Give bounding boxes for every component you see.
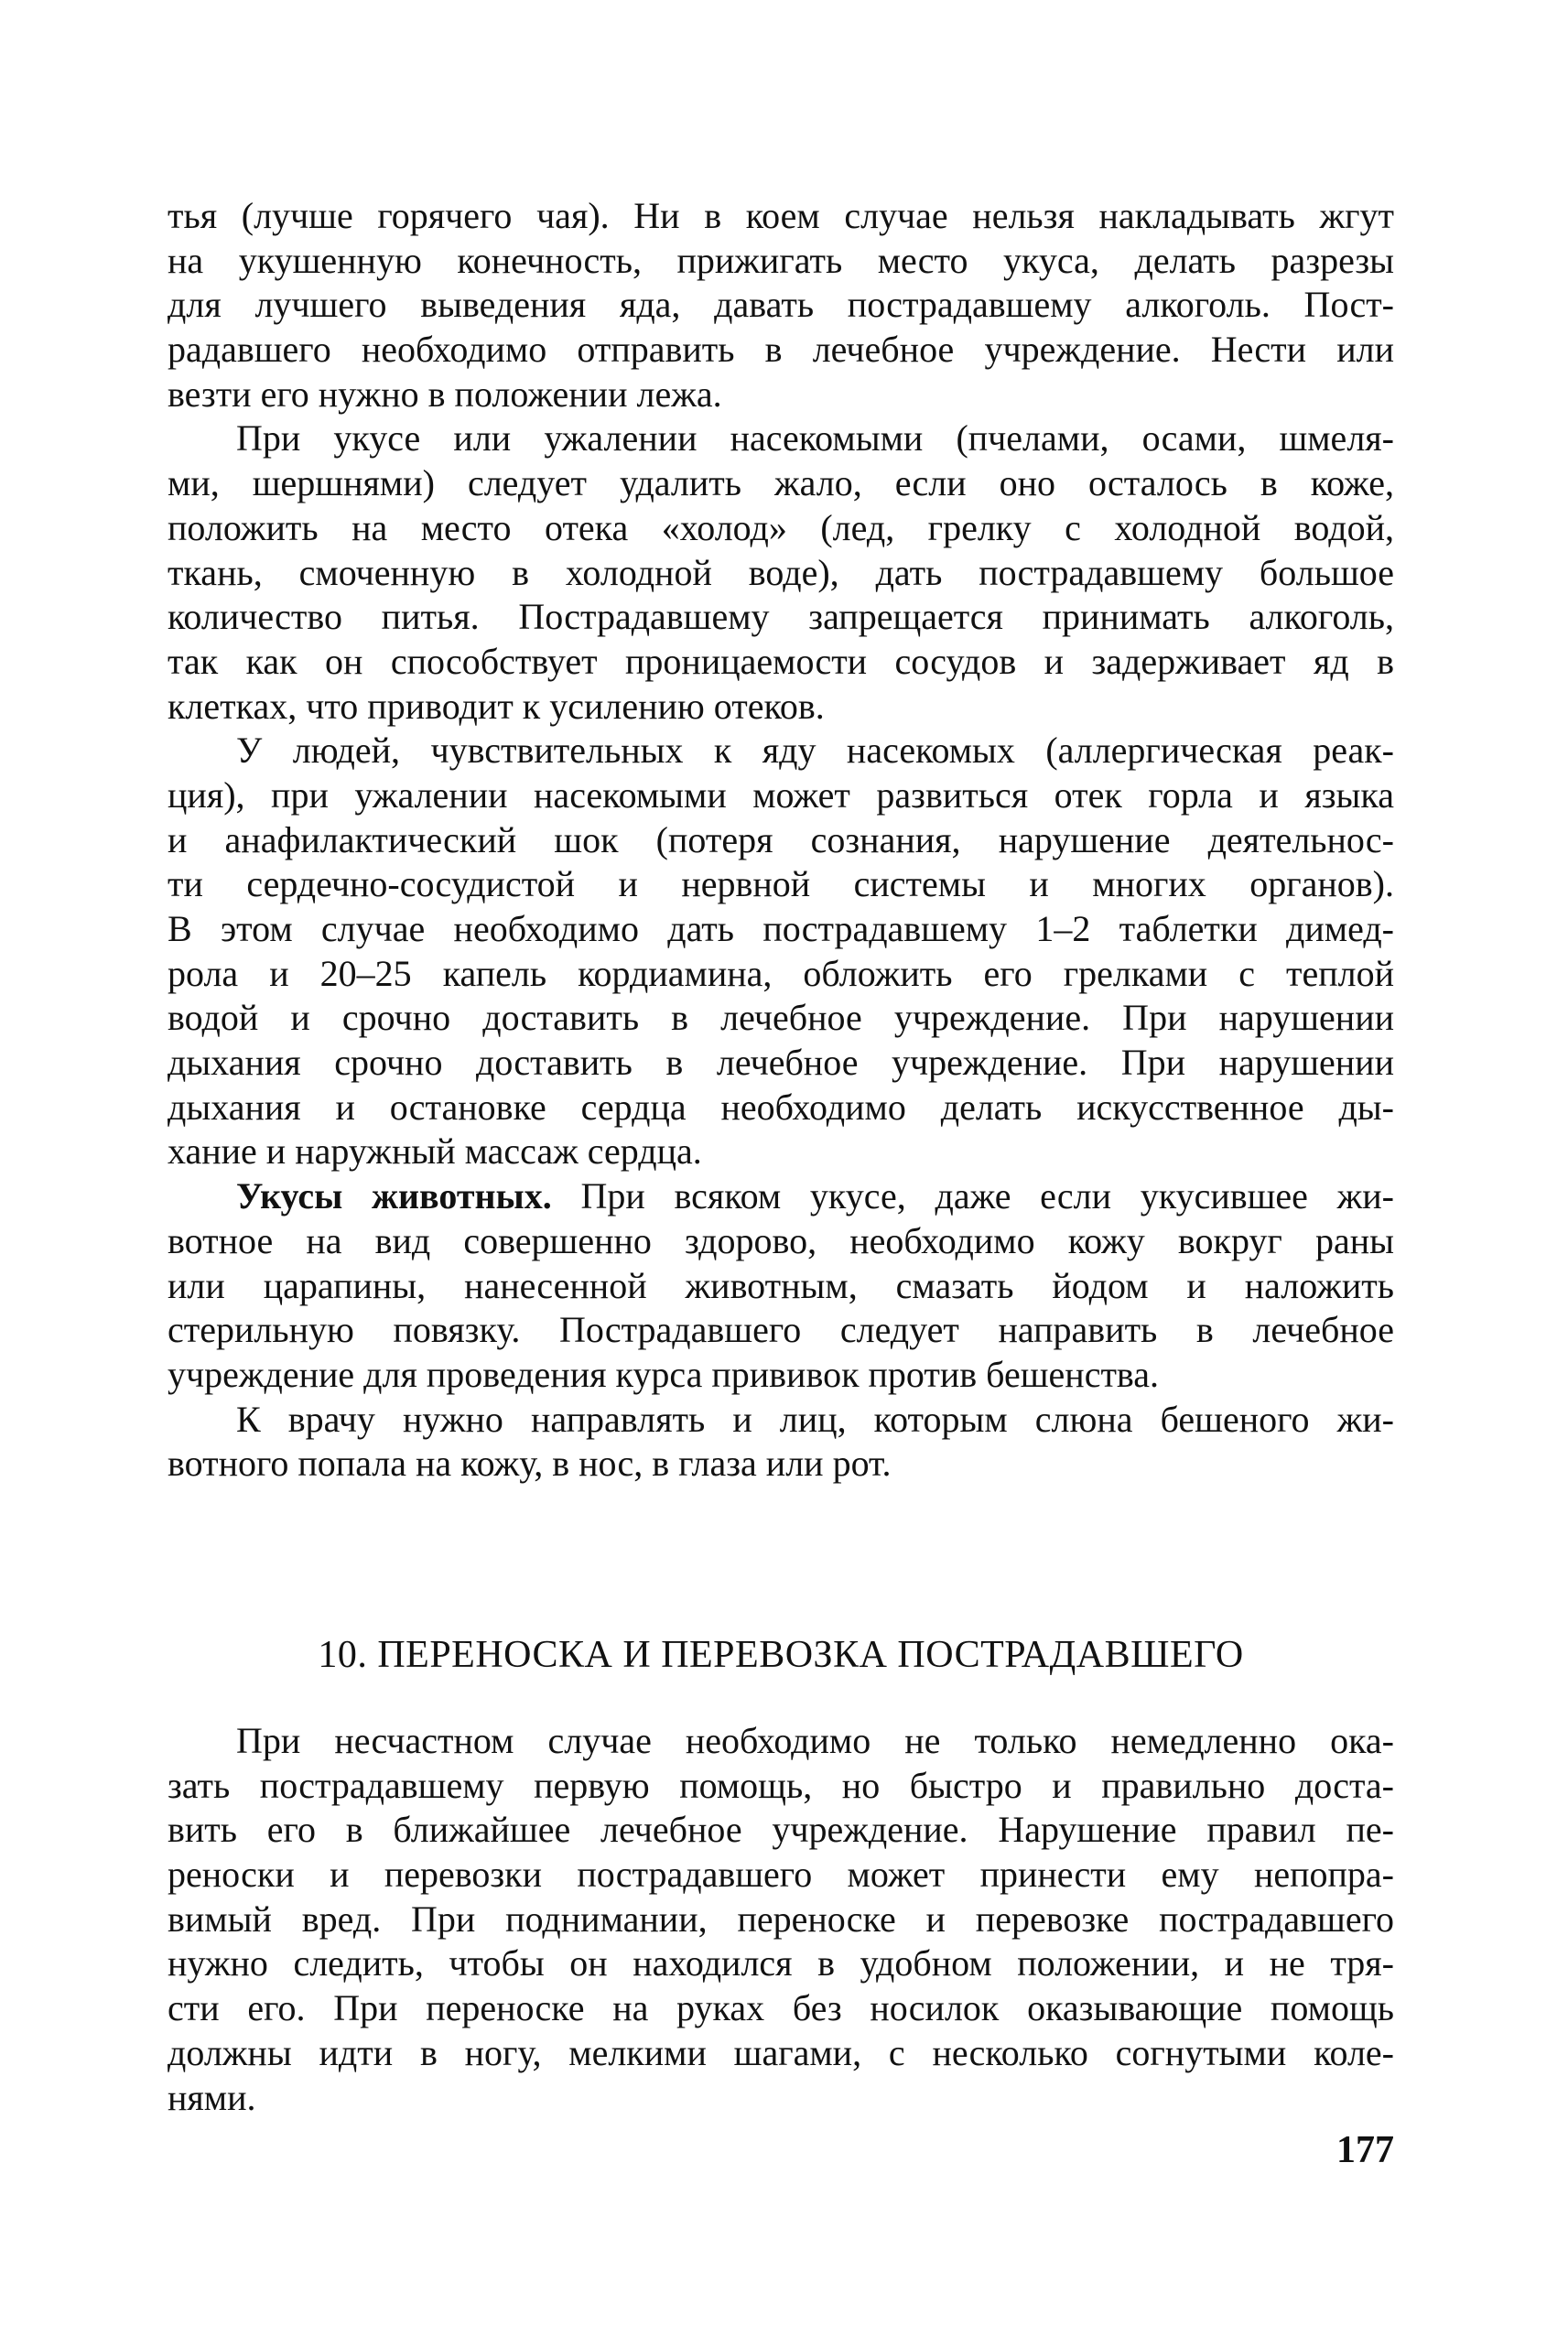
text-line: учреждение для проведения курса прививок против бешенства. xyxy=(168,1353,1160,1395)
text-line: тья (лучше горячего чая). Ни в коем случае нельзя накладывать жгут xyxy=(168,195,1394,236)
text-line: дыхания срочно доставить в лечебное учреждение. При нарушении xyxy=(168,1042,1394,1084)
text-line: водой и срочно доставить в лечебное учреждение. При нарушении xyxy=(168,997,1394,1039)
text-line: должны идти в ногу, мелкими шагами, с несколько согнутыми коле- xyxy=(168,2031,1394,2073)
text-line: клетках, что приводит к усилению отеков. xyxy=(168,685,825,727)
text-line: сти его. При переноске на руках без носилок оказывающие помощь xyxy=(168,1987,1394,2029)
first-line-rest: При всяком укусе, даже если укусившее жи- xyxy=(551,1175,1394,1217)
text-line: вотного попала на кожу, в нос, в глаза или рот. xyxy=(168,1443,892,1485)
text-line: так как он способствует проницаемости сосудов и задерживает яд в xyxy=(168,640,1394,682)
text-line: рола и 20–25 капель кордиамина, обложить его грелками с теплой xyxy=(168,952,1394,994)
text-line: нужно следить, чтобы он находился в удобном положении, и не тря- xyxy=(168,1942,1394,1984)
text-line: вотное на вид совершенно здорово, необходимо кожу вокруг раны xyxy=(168,1219,1394,1261)
paragraph-transport xyxy=(168,1719,1394,2120)
text-line: и анафилактический шок (потеря сознания, нарушение деятельнос- xyxy=(168,818,1394,860)
text-line: ткань, смоченную в холодной воде), дать пострадавшему большое xyxy=(168,551,1394,593)
text-line: положить на место отека «холод» (лед, грелку с холодной водой, xyxy=(168,506,1394,548)
paragraphs-animal-bites xyxy=(168,1219,1394,1487)
text-line: ми, шершнями) следует удалить жало, если оно осталось в коже, xyxy=(168,462,1394,504)
text-line: В этом случае необходимо дать пострадавшему 1–2 таблетки димед- xyxy=(168,908,1394,949)
text-line: вить его в ближайшее лечебное учреждение. Нарушение правил пе- xyxy=(168,1809,1394,1851)
text-line: стерильную повязку. Пострадавшего следует направить в лечебное xyxy=(168,1309,1394,1351)
text-line: ция), при ужалении насекомыми может развиться отек горла и языка xyxy=(168,773,1394,816)
text-line: или царапины, нанесенной животным, смазать йодом и наложить xyxy=(168,1264,1394,1306)
text-line: ти сердечно-сосудистой и нервной системы и многих органов). xyxy=(168,863,1394,905)
text-line: радавшего необходимо отправить в лечебное учреждение. Нести или xyxy=(168,329,1394,371)
page-number: 177 xyxy=(1336,2129,1394,2171)
text-line: количество питья. Пострадавшему запрещается принимать алкоголь, xyxy=(168,596,1394,638)
text-line: дыхания и остановке сердца необходимо делать искусственное ды- xyxy=(168,1086,1394,1128)
paragraphs-insect-bites xyxy=(168,194,1394,1174)
text-line: При несчастном случае необходимо не только немедленно ока- xyxy=(236,1720,1394,1761)
text-line: зать пострадавшему первую помощь, но быстро и правильно доста- xyxy=(168,1764,1394,1806)
text-line: У людей, чувствительных к яду насекомых (аллергическая реак- xyxy=(236,730,1394,772)
text-line: вимый вред. При поднимании, переноске и перевозке пострадавшего xyxy=(168,1898,1394,1940)
text-line: реноски и перевозки пострадавшего может принести ему непопра- xyxy=(168,1854,1394,1896)
paragraph-animal-bites-first-line xyxy=(168,1174,1394,1219)
text-line: При укусе или ужалении насекомыми (пчелами, осами, шмеля- xyxy=(236,417,1394,460)
text-line: везти его нужно в положении лежа. xyxy=(168,373,722,415)
text-line: для лучшего выведения яда, давать пострадавшему алкоголь. Пост- xyxy=(168,284,1394,326)
text-line: хание и наружный массаж сердца. xyxy=(168,1130,702,1173)
section-heading: 10. ПЕРЕНОСКА И ПЕРЕВОЗКА ПОСТРАДАВШЕГО xyxy=(318,1634,1244,1676)
text-line: нями. xyxy=(168,2076,256,2118)
bold-run-in-heading: Укусы животных. xyxy=(236,1175,552,1217)
text-line: на укушенную конечность, прижигать место укуса, делать разрезы xyxy=(168,239,1394,281)
body-text-lower xyxy=(168,1719,1394,2120)
body-text-upper xyxy=(168,194,1394,1487)
text-line: К врачу нужно направлять и лиц, которым слюна бешеного жи- xyxy=(236,1398,1394,1440)
